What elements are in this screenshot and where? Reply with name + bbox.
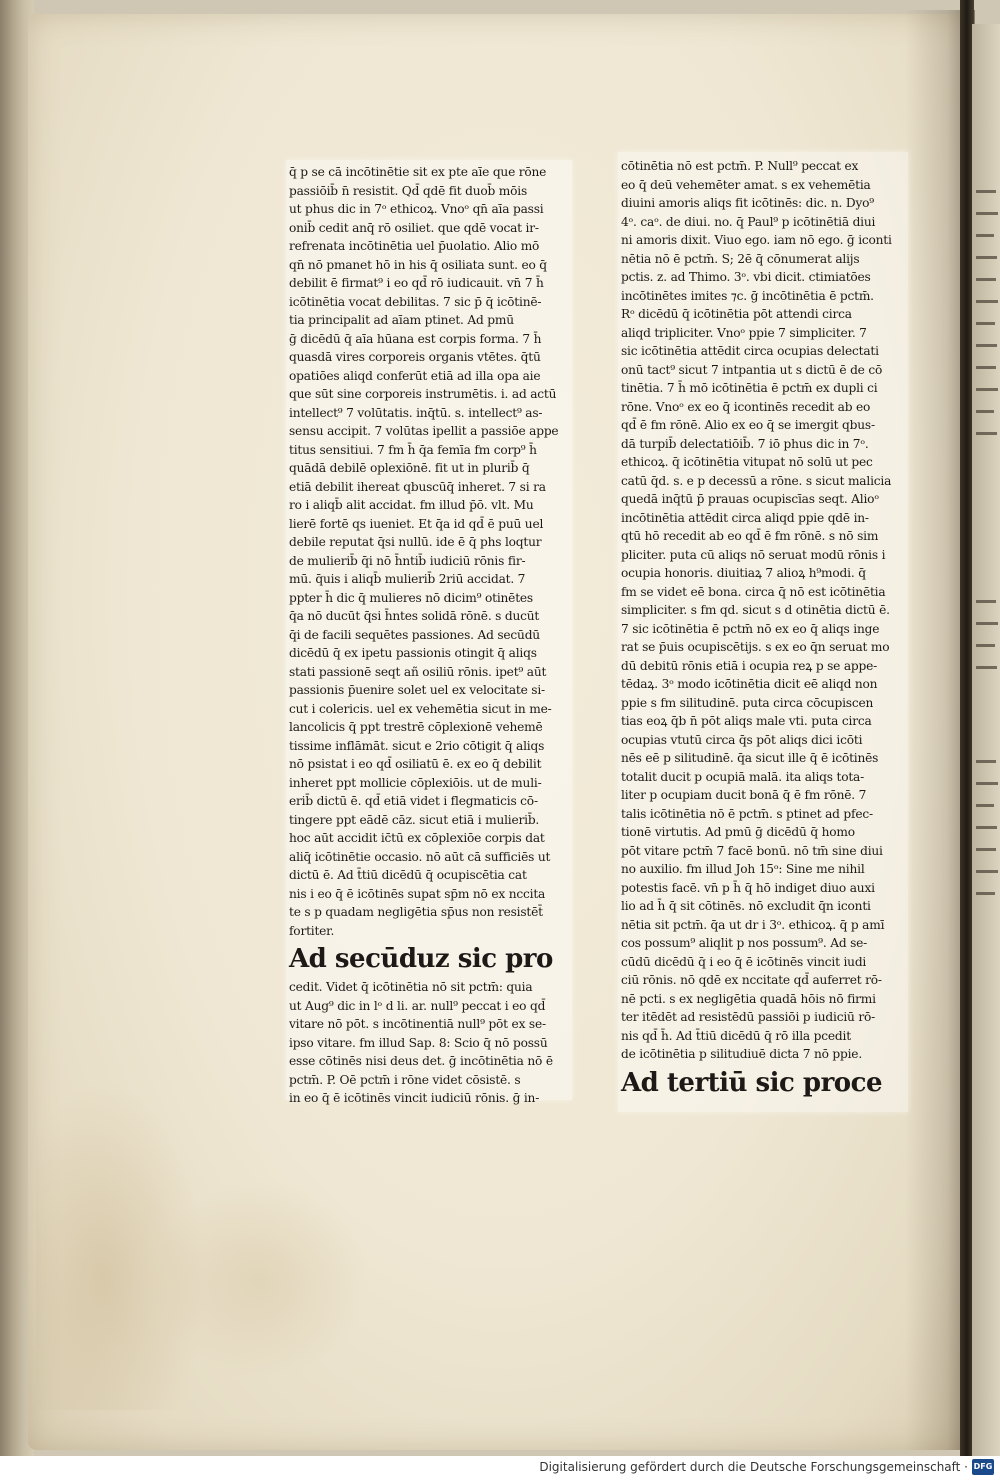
text-line: aliqd tripliciter. Vnoᵒ ppie 7 simpliciter. 7 (621, 325, 867, 340)
text-line: tia principalit ad aīam ptinet. Ad pmū (289, 313, 514, 327)
text-line: tingere ppt eādē cāz. sicut etiā i mulierib̄. (289, 812, 540, 827)
text-line: pctis. z. ad Thimo. 3ᵒ. vbi dicit. ctimiatōes (621, 270, 871, 284)
facing-page-text-line (976, 666, 997, 669)
text-line: fortiter. (289, 923, 335, 938)
facing-page-text-line (976, 760, 996, 763)
right-column-body (621, 157, 904, 1064)
facing-page-text-line (976, 410, 994, 413)
text-line: ḡ dicēdū q̄ aīa hūana est corpis forma. 7 h̄ (289, 331, 542, 346)
text-line: quādā debilē oplexiōnē. fit ut in plurib̄ q̄ (289, 461, 530, 475)
dfg-logo: DFG (972, 1459, 994, 1475)
facing-page-text-line (976, 848, 996, 851)
text-line: ipso vitare. fm illud Sap. 8: Scio q̄ nō possū (289, 1035, 548, 1050)
text-line: q̄a nō ducūt q̄si h̄ntes solidā rōnē. s ducūt (289, 609, 540, 623)
text-line: nō psistat i eo qd̄ osiliatū ē. ex eo q̄ debilit (289, 757, 542, 771)
text-line: ppter h̄ dic q̄ mulieres nō dicim⁹ otinētes (289, 590, 533, 605)
water-stain (150, 1180, 370, 1380)
right-text-column (621, 157, 904, 1102)
text-line: stati passionē seqt añ osiliū rōnis. ipet⁹ aūt (289, 664, 547, 679)
text-line: refrenata incōtinētia uel p̄uolatio. Alio mō (289, 239, 540, 253)
text-line: 7 sic icōtinētia ē pctm̄ nō ex eo q̄ aliqs inge (621, 621, 880, 636)
facing-page-text-line (976, 804, 994, 807)
text-line: quasdā vires corporeis organis vtētes. q̄tū (289, 350, 541, 364)
text-line: 4ᵒ. caᵒ. de diui. no. q̄ Paul⁹ p icōtinētiā diui (621, 214, 876, 229)
text-line: potestis facē. vn̄ p h̄ q̄ hō indiget diuo auxi (621, 880, 875, 895)
facing-page-text-line (976, 892, 995, 895)
text-line: talis icōtinētia nō ē pctm̄. s ptinet ad pfec- (621, 806, 873, 821)
text-line: tionē virtutis. Ad pmū ḡ dicēdū q̄ homo (621, 825, 855, 839)
text-line: no auxilio. fm illud Joh 15ᵒ: Sine me nihil (621, 862, 865, 876)
text-line: ethicoꝝ. q̄ icōtinētia vitupat nō solū ut pec (621, 455, 873, 469)
text-line: ni amoris dixit. Viuo ego. iam nō ego. ḡ iconti (621, 233, 892, 247)
text-line: cūdū dicēdū q̄ i eo q̄ ē icōtinēs vincit iudi (621, 954, 867, 969)
text-line: dicēdū q̄ ex ipetu passionis otingit q̄ aliqs (289, 646, 537, 660)
text-line: etiā debilit ihereat qbuscūq̄ inheret. 7 si ra (289, 479, 546, 494)
facing-page-text-line (976, 388, 998, 391)
text-line: catū q̄d. s. e p decessū a rōne. s sicut malicia (621, 473, 892, 488)
text-line: onū tact⁹ sicut 7 intpantia ut s dictū ē de cō (621, 362, 883, 377)
text-line: dictū ē. Ad t̄tiū dicēdū q̄ ocupiscētia cat (289, 868, 527, 882)
text-line: q̄ p se cā incōtinētie sit ex pte aīe que rōne (289, 165, 547, 179)
text-line: passionis p̄uenire solet uel ex velocitate si- (289, 683, 545, 697)
text-line: rat se p̄uis ocupiscētijs. s ex eo q̄n seruat mo (621, 640, 890, 654)
text-line: intellect⁹ 7 volūtatis. inq̄tū. s. intellect⁹ as- (289, 405, 543, 420)
text-line: pōt vitare pctm̄ 7 facē bonū. nō tm̄ sine diui (621, 843, 883, 858)
text-line: incōtinētes imites ⁊c. ḡ incōtinētia ē pctm̄. (621, 288, 874, 303)
text-line: lancolicis q̄ ppt trestrē cōplexionē vehemē (289, 720, 543, 734)
facing-page-text-line (976, 622, 998, 625)
facing-page-text-line (976, 300, 998, 303)
text-line: debilit ē firmat⁹ i eo qd̄ rō iudicauit. vn̄ 7 h̄ (289, 276, 544, 290)
text-line: sensu accipit. 7 volūtas ipellit a passiōe appe (289, 424, 559, 438)
text-line: ocupia honoris. diuitiaꝝ 7 alioꝝ h⁹modi. q̄ (621, 566, 866, 580)
facing-page-text-line (976, 870, 998, 873)
facing-page-text-line (976, 256, 997, 259)
footer-credit: Digitalisierung gefördert durch die Deutsche Forschungsgemeinschaft · (539, 1460, 968, 1474)
text-line: ciū rōnis. nō qdē ex nccitate qd̄ auferret rō- (621, 973, 882, 987)
facing-page-text-line (976, 234, 994, 237)
text-line: qd̄ ē fm rōnē. Alio ex eo q̄ se imergit qbus- (621, 418, 875, 432)
facing-page-text-line (976, 322, 995, 325)
text-line: tias eoꝝ q̄b n̄ pōt aliqs male vti. puta circa (621, 714, 872, 728)
text-line: cut i colericis. uel ex vehemētia sicut in me- (289, 701, 552, 716)
facing-page-text-line (976, 212, 998, 215)
text-line: nē pcti. s ex negligētia quadā hōis nō firmi (621, 991, 876, 1006)
text-line: dā turpib̄ delectatiōib̄. 7 iō phus dic in 7ᵒ. (621, 436, 869, 451)
text-line: cos possum⁹ aliqlit p nos possum⁹. Ad se- (621, 936, 868, 950)
digitization-footer (0, 1456, 1000, 1480)
text-line: quedā inq̄tū p̄ prauas ocupiscīas seqt. Alioᵒ (621, 492, 879, 506)
text-line: hoc aūt accidit ic̄tū ex cōplexiōe corpis dat (289, 831, 545, 845)
text-line: nētia nō ē pctm̄. S; 2ē q̄ cōnumerat alijs (621, 251, 860, 266)
facing-page-text-line (976, 782, 998, 785)
text-line: pliciter. puta cū aliqs nō seruat modū rōnis i (621, 547, 886, 562)
text-line: de icōtinētia p silitudiuē dicta 7 nō ppie. (621, 1047, 862, 1061)
text-line: erib̄ dictū ē. qd̄ etiā videt i flegmaticis cō- (289, 794, 538, 808)
facing-page-text-line (976, 366, 996, 369)
text-line: eo q̄ deū vehemēter amat. s ex vehemētia (621, 177, 871, 192)
left-column-body (289, 163, 569, 940)
facing-page-text-line (976, 278, 996, 281)
text-line: titus sensitiui. 7 fm h̄ q̄a femīa fm corp⁹ h̄ (289, 442, 537, 457)
text-line: debile reputat q̄si nullū. ide ē q̄ phs loqtur (289, 535, 542, 549)
left-column-continuation (289, 978, 569, 1108)
text-line: tissime inflāmāt. sicut e 2rio cōtigit q̄ aliqs (289, 738, 545, 753)
text-line: aliq̄ icōtinētie occasio. nō aūt cā sufficiēs ut (289, 849, 551, 864)
text-line: te s p quadam negligētia sp̄us non resistēt̄ (289, 905, 543, 919)
text-line: ter itēdēt ad resistēdū passiōi p iudiciū rō- (621, 1010, 876, 1024)
text-line: vitare nō pōt. s incōtinentiā null⁹ pōt ex se- (289, 1017, 546, 1031)
text-line: ut Aug⁹ dic in lᵒ d li. ar. null⁹ peccat i eo qd̄ (289, 998, 546, 1013)
text-line: ut phus dic in 7ᵒ ethicoꝝ. Vnoᵒ qn̄ aīa passi (289, 202, 544, 216)
text-line: totalit ducit p ocupiā malā. ita aliqs tota- (621, 769, 865, 784)
left-text-column (289, 163, 569, 1108)
text-line: passiōib̄ n̄ resistit. Qd̄ qdē fit duob̄ mōis (289, 183, 528, 198)
text-line: liter p ocupiam ducit bonā q̄ ē fm rōnē. 7 (621, 788, 867, 802)
text-line: sic icōtinētia attēdit circa ocupias delectati (621, 344, 879, 358)
text-line: esse cōtinēs nisi deus det. ḡ incōtinētia nō ē (289, 1054, 553, 1068)
text-line: que sūt sine corporeis instrumētis. i. ad actū (289, 387, 557, 401)
facing-page-text-line (976, 826, 997, 829)
facing-page-text-line (976, 644, 995, 647)
section-heading: Ad tertiū sic proce (621, 1067, 882, 1098)
text-line: q̄i de facili sequētes passiones. Ad secūdū (289, 627, 540, 642)
text-line: ro i aliqb̄ alit accidat. fm illud p̄ō. vlt. Mu (289, 498, 534, 512)
text-line: in eo q̄ ē icōtinēs vincit iudiciū rōnis. ḡ in- (289, 1091, 540, 1105)
text-line: rōne. Vnoᵒ ex eo q̄ icontinēs recedit ab eo (621, 399, 871, 414)
text-line: tēdaꝝ. 3ᵒ modo icōtinētia dicit eē aliqd non (621, 677, 878, 691)
text-line: dū debitū rōnis etiā i ocupia reꝝ p se appe- (621, 658, 878, 673)
text-line: fm se videt eē bona. circa q̄ nō est icōtinētia (621, 584, 886, 599)
text-line: icōtinētia vocat debilitas. 7 sic p̄ q̄ icōtinē- (289, 294, 542, 309)
text-line: tinētia. 7 h̄ mō icōtinētia ē pctm̄ ex dupli ci (621, 381, 878, 395)
text-line: cedit. Videt q̄ icōtinētia nō sit pctm̄: quia (289, 980, 533, 994)
text-line: mū. q̄uis i aliqb̄ mulierib̄ 2riū accidat. 7 (289, 572, 526, 586)
text-line: nēs eē p silitudinē. q̄a sicut ille q̄ ē icōtinēs (621, 751, 879, 765)
text-line: Rᵒ dicēdū q̄ icōtinētia pōt attendi circa (621, 307, 852, 321)
text-line: opatiōes aliqd conferūt etiā ad illa opa aie (289, 368, 541, 383)
text-line: nētia sit pctm̄. q̄a ut dr i 3ᵒ. ethicoꝝ. q̄ p amī (621, 917, 885, 932)
text-line: incōtinētia attēdit circa aliqd ppie qdē in- (621, 510, 869, 525)
text-line: ppie s fm silitudinē. puta circa cōcupiscen (621, 695, 874, 710)
text-line: inheret ppt mollicie cōplexiōis. ut de muli- (289, 775, 542, 790)
text-line: de mulierib̄ q̄i nō h̄ntib̄ iudiciū rōnis fir- (289, 553, 526, 568)
text-line: nis i eo q̄ ē icōtinēs supat sp̄m nō ex nccita (289, 886, 546, 901)
text-line: diuini amoris aliqs fit icōtinēs: dic. n. Dyo⁹ (621, 196, 874, 210)
text-line: simpliciter. s fm qd. sicut s d otinētia dictū ē. (621, 603, 890, 617)
facing-page-text-line (976, 432, 997, 435)
text-line: ocupias vtutū circa q̄s pōt aliqs dici icōti (621, 732, 863, 747)
text-line: onib̄ cedit anq̄ rō osiliet. que qdē vocat ir- (289, 220, 539, 235)
facing-page-edge (972, 24, 1000, 1456)
section-heading: Ad secūduz sic pro (289, 944, 553, 974)
text-line: qtū hō recedit ab eo qd̄ ē fm rōnē. s nō sim (621, 529, 879, 543)
text-line: lierē fortē qs iueniet. Et q̄a id qd̄ ē puū uel (289, 516, 544, 531)
facing-page-text-line (976, 600, 996, 603)
text-line: qn̄ nō pmanet hō in his q̄ osiliata sunt. eo q̄ (289, 257, 547, 272)
text-line: nis qd̄ h̄. Ad t̄tiū dicēdū q̄ rō illa pcedit (621, 1028, 851, 1043)
facing-page-text-line (976, 344, 997, 347)
facing-page-text-line (976, 190, 996, 193)
text-line: lio ad h̄ q̄ sit cōtinēs. nō excludit q̄n iconti (621, 899, 871, 913)
text-line: pctm̄. P. Oē pctm̄ i rōne videt cōsistē. s (289, 1072, 521, 1087)
text-line: cōtinētia nō est pctm̄. P. Null⁹ peccat ex (621, 159, 859, 173)
